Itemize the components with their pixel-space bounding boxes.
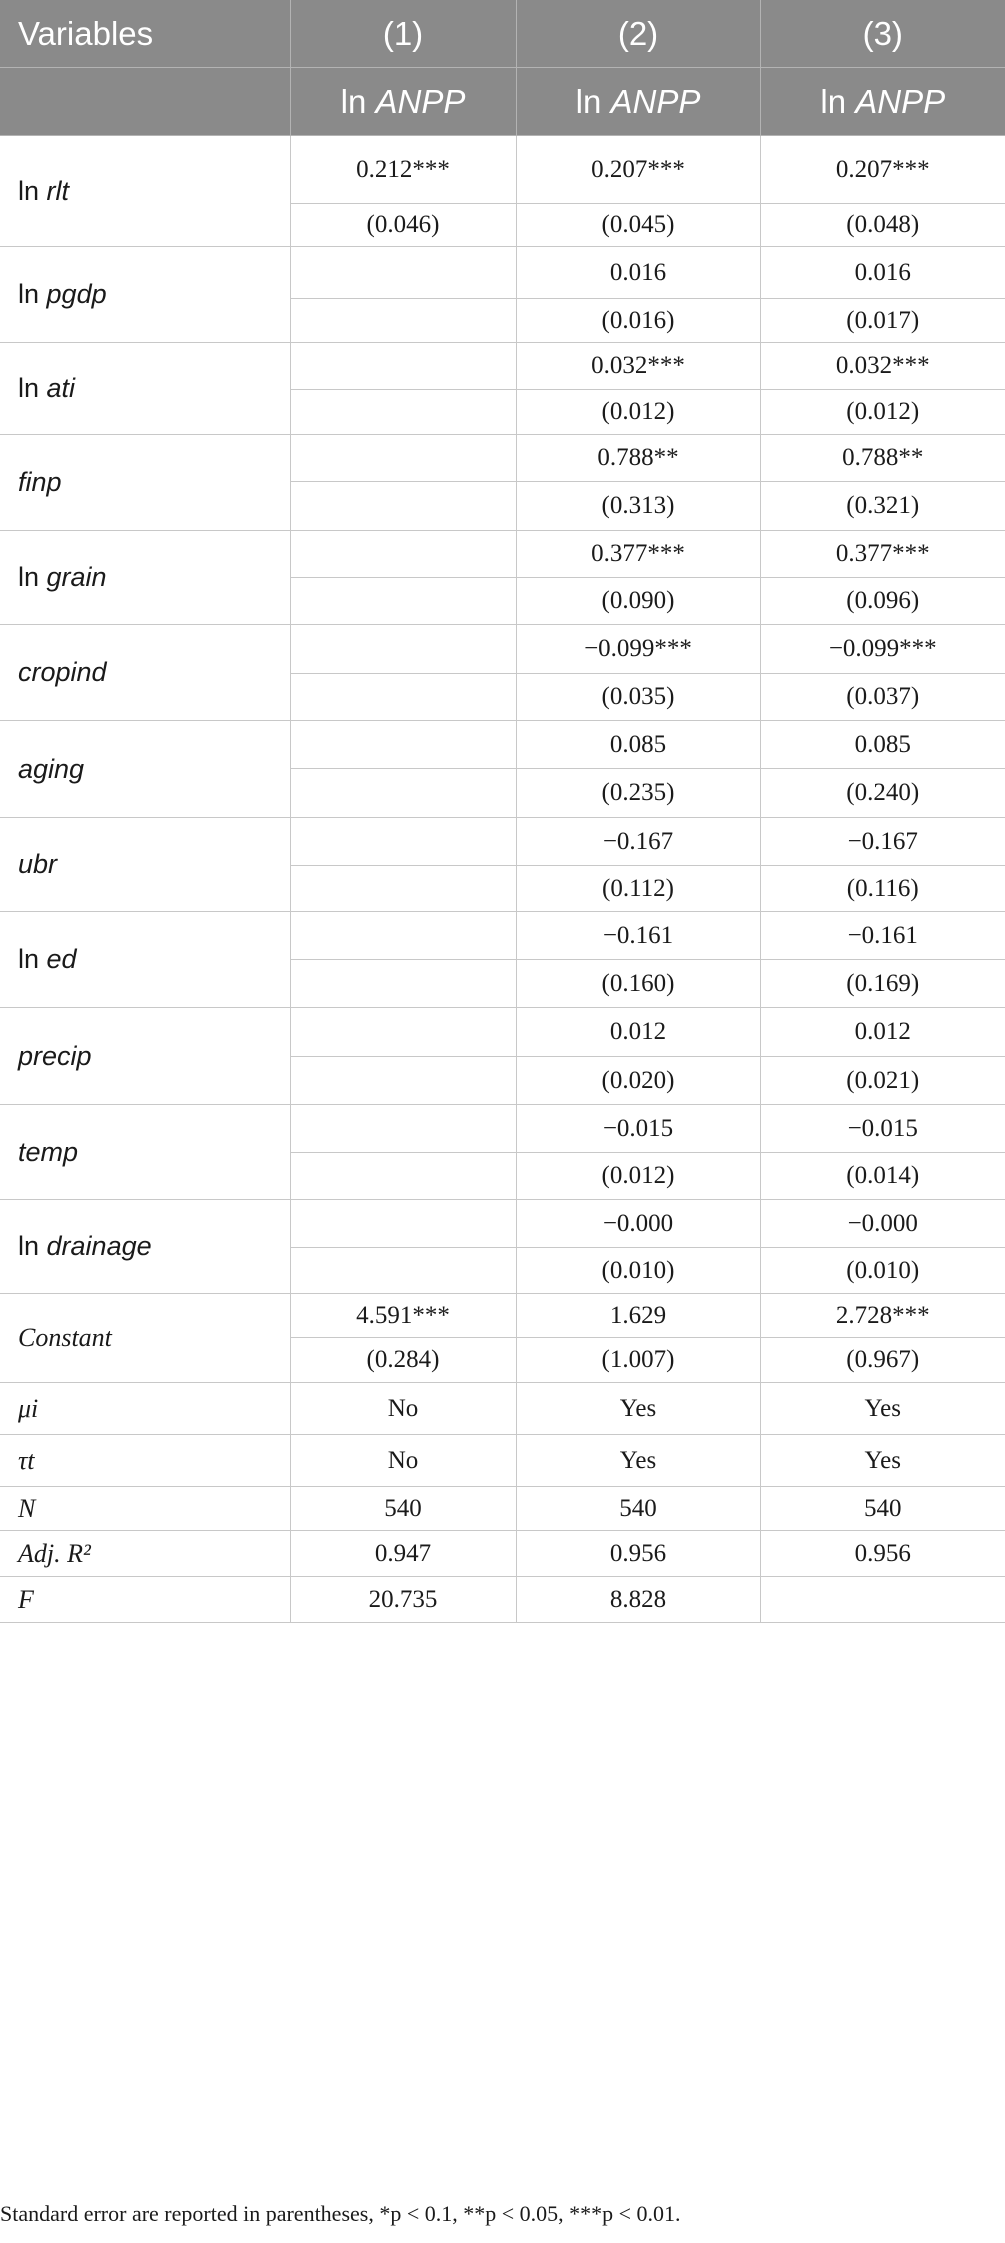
standard-error-cell: (0.012) bbox=[516, 1153, 760, 1200]
table-body bbox=[0, 136, 1005, 1623]
header-row-columns bbox=[0, 0, 1005, 68]
standard-error-cell: (0.016) bbox=[516, 299, 760, 343]
table-row bbox=[0, 343, 1005, 390]
stat-value: Yes bbox=[516, 1383, 760, 1435]
variable-name: drainage bbox=[46, 1231, 152, 1261]
header-depvar-2 bbox=[516, 68, 760, 136]
depvar-prefix: ln bbox=[820, 82, 856, 120]
standard-error-cell: (0.090) bbox=[516, 578, 760, 625]
standard-error-cell: (0.012) bbox=[760, 390, 1005, 435]
standard-error-cell: (0.035) bbox=[516, 674, 760, 721]
variable-name: ati bbox=[46, 373, 76, 403]
standard-error-cell: (0.046) bbox=[290, 204, 516, 247]
coefficient-cell bbox=[290, 1200, 516, 1248]
standard-error-cell: (0.240) bbox=[760, 769, 1005, 818]
coefficient-cell: −0.000 bbox=[760, 1200, 1005, 1248]
depvar-prefix: ln bbox=[575, 82, 611, 120]
standard-error-cell bbox=[290, 866, 516, 912]
coefficient-cell bbox=[290, 343, 516, 390]
stat-value: 8.828 bbox=[516, 1577, 760, 1623]
coefficient-cell bbox=[290, 1008, 516, 1057]
depvar-name: ANPP bbox=[855, 82, 946, 120]
standard-error-cell bbox=[290, 482, 516, 531]
header-variables: Variables bbox=[0, 0, 290, 68]
standard-error-cell: (0.021) bbox=[760, 1057, 1005, 1105]
standard-error-cell: (0.020) bbox=[516, 1057, 760, 1105]
stat-row bbox=[0, 1577, 1005, 1623]
table-row bbox=[0, 1294, 1005, 1338]
table-row bbox=[0, 912, 1005, 960]
coefficient-cell: 4.591*** bbox=[290, 1294, 516, 1338]
standard-error-cell bbox=[290, 674, 516, 721]
variable-name: ed bbox=[46, 944, 77, 974]
standard-error-cell bbox=[290, 1057, 516, 1105]
standard-error-cell: (0.010) bbox=[516, 1248, 760, 1294]
variable-name: grain bbox=[46, 562, 107, 592]
stat-label: μi bbox=[0, 1383, 290, 1435]
variable-name: pgdp bbox=[46, 279, 107, 309]
stat-label: N bbox=[0, 1487, 290, 1531]
standard-error-cell: (0.045) bbox=[516, 204, 760, 247]
coefficient-cell: 0.085 bbox=[760, 721, 1005, 769]
table-footnote: Standard error are reported in parentheses, *p < 0.1, **p < 0.05, ***p < 0.01. bbox=[0, 2201, 681, 2226]
depvar-prefix: ln bbox=[340, 82, 376, 120]
coefficient-cell bbox=[290, 531, 516, 578]
variable-label bbox=[0, 247, 290, 343]
variable-label bbox=[0, 818, 290, 912]
variable-name: aging bbox=[18, 753, 85, 784]
variable-label bbox=[0, 1105, 290, 1200]
variable-name: temp bbox=[18, 1136, 79, 1167]
stat-label: Adj. R² bbox=[0, 1531, 290, 1577]
variable-prefix: ln bbox=[18, 562, 47, 592]
coefficient-cell: −0.015 bbox=[516, 1105, 760, 1153]
variable-name: precip bbox=[18, 1040, 92, 1071]
standard-error-cell: (0.160) bbox=[516, 960, 760, 1008]
table-header bbox=[0, 0, 1005, 136]
variable-label bbox=[0, 1200, 290, 1294]
standard-error-cell: (0.235) bbox=[516, 769, 760, 818]
variable-label bbox=[0, 136, 290, 247]
stat-value: Yes bbox=[760, 1383, 1005, 1435]
standard-error-cell: (0.967) bbox=[760, 1338, 1005, 1383]
table-row bbox=[0, 625, 1005, 674]
standard-error-cell: (0.112) bbox=[516, 866, 760, 912]
coefficient-cell: 0.032*** bbox=[516, 343, 760, 390]
header-depvar-1 bbox=[290, 68, 516, 136]
variable-prefix: ln bbox=[18, 279, 47, 309]
header-depvar-3 bbox=[760, 68, 1005, 136]
variable-name: finp bbox=[18, 467, 62, 497]
coefficient-cell: 1.629 bbox=[516, 1294, 760, 1338]
stat-value: Yes bbox=[760, 1435, 1005, 1487]
coefficient-cell bbox=[290, 435, 516, 482]
standard-error-cell: (0.012) bbox=[516, 390, 760, 435]
coefficient-cell: 2.728*** bbox=[760, 1294, 1005, 1338]
standard-error-cell: (0.116) bbox=[760, 866, 1005, 912]
header-row-depvar bbox=[0, 68, 1005, 136]
variable-name: ubr bbox=[18, 849, 58, 879]
stat-value bbox=[760, 1577, 1005, 1623]
stat-row bbox=[0, 1531, 1005, 1577]
stat-value: No bbox=[290, 1435, 516, 1487]
header-col-3: (3) bbox=[760, 0, 1005, 68]
coefficient-cell: 0.016 bbox=[760, 247, 1005, 299]
coefficient-cell: 0.016 bbox=[516, 247, 760, 299]
stat-value: 540 bbox=[760, 1487, 1005, 1531]
standard-error-cell: (0.010) bbox=[760, 1248, 1005, 1294]
header-col-1: (1) bbox=[290, 0, 516, 68]
standard-error-cell: (0.048) bbox=[760, 204, 1005, 247]
variable-label bbox=[0, 1294, 290, 1383]
standard-error-cell bbox=[290, 769, 516, 818]
variable-label bbox=[0, 343, 290, 435]
standard-error-cell bbox=[290, 299, 516, 343]
variable-name: cropind bbox=[18, 657, 107, 687]
standard-error-cell: (0.037) bbox=[760, 674, 1005, 721]
header-blank bbox=[0, 68, 290, 136]
stat-value: 0.947 bbox=[290, 1531, 516, 1577]
stat-value: 0.956 bbox=[516, 1531, 760, 1577]
standard-error-cell bbox=[290, 578, 516, 625]
coefficient-cell bbox=[290, 247, 516, 299]
table-row bbox=[0, 435, 1005, 482]
stat-value: Yes bbox=[516, 1435, 760, 1487]
variable-label bbox=[0, 435, 290, 531]
stat-row bbox=[0, 1487, 1005, 1531]
coefficient-cell: −0.015 bbox=[760, 1105, 1005, 1153]
variable-name: Constant bbox=[18, 1323, 112, 1352]
coefficient-cell: 0.207*** bbox=[516, 136, 760, 204]
coefficient-cell: −0.167 bbox=[760, 818, 1005, 866]
coefficient-cell: −0.161 bbox=[516, 912, 760, 960]
coefficient-cell bbox=[290, 912, 516, 960]
table-row bbox=[0, 531, 1005, 578]
variable-label bbox=[0, 721, 290, 818]
stat-label: τt bbox=[0, 1435, 290, 1487]
coefficient-cell bbox=[290, 818, 516, 866]
standard-error-cell: (0.321) bbox=[760, 482, 1005, 531]
stat-value: 540 bbox=[516, 1487, 760, 1531]
coefficient-cell: −0.000 bbox=[516, 1200, 760, 1248]
variable-label bbox=[0, 1008, 290, 1105]
variable-label bbox=[0, 531, 290, 625]
table-row bbox=[0, 1008, 1005, 1057]
variable-prefix: ln bbox=[18, 944, 47, 974]
coefficient-cell: 0.012 bbox=[760, 1008, 1005, 1057]
table-row bbox=[0, 1200, 1005, 1248]
coefficient-cell: 0.207*** bbox=[760, 136, 1005, 204]
coefficient-cell bbox=[290, 721, 516, 769]
variable-prefix: ln bbox=[18, 1231, 47, 1261]
coefficient-cell: 0.032*** bbox=[760, 343, 1005, 390]
standard-error-cell: (0.017) bbox=[760, 299, 1005, 343]
standard-error-cell: (1.007) bbox=[516, 1338, 760, 1383]
coefficient-cell: 0.788** bbox=[516, 435, 760, 482]
coefficient-cell: 0.788** bbox=[760, 435, 1005, 482]
coefficient-cell: −0.167 bbox=[516, 818, 760, 866]
standard-error-cell bbox=[290, 1153, 516, 1200]
standard-error-cell bbox=[290, 1248, 516, 1294]
table-row bbox=[0, 721, 1005, 769]
coefficient-cell: 0.212*** bbox=[290, 136, 516, 204]
standard-error-cell: (0.313) bbox=[516, 482, 760, 531]
stat-label: F bbox=[0, 1577, 290, 1623]
stat-value: 540 bbox=[290, 1487, 516, 1531]
stat-value: No bbox=[290, 1383, 516, 1435]
stat-value: 20.735 bbox=[290, 1577, 516, 1623]
table-row bbox=[0, 247, 1005, 299]
standard-error-cell bbox=[290, 960, 516, 1008]
coefficient-cell: 0.085 bbox=[516, 721, 760, 769]
table-row bbox=[0, 1105, 1005, 1153]
header-col-2: (2) bbox=[516, 0, 760, 68]
coefficient-cell bbox=[290, 1105, 516, 1153]
stat-row bbox=[0, 1383, 1005, 1435]
standard-error-cell bbox=[290, 390, 516, 435]
standard-error-cell: (0.169) bbox=[760, 960, 1005, 1008]
stat-row bbox=[0, 1435, 1005, 1487]
variable-label bbox=[0, 625, 290, 721]
standard-error-cell: (0.284) bbox=[290, 1338, 516, 1383]
stat-value: 0.956 bbox=[760, 1531, 1005, 1577]
table-row bbox=[0, 136, 1005, 204]
standard-error-cell: (0.014) bbox=[760, 1153, 1005, 1200]
coefficient-cell: 0.012 bbox=[516, 1008, 760, 1057]
depvar-name: ANPP bbox=[375, 82, 466, 120]
coefficient-cell bbox=[290, 625, 516, 674]
standard-error-cell: (0.096) bbox=[760, 578, 1005, 625]
variable-label bbox=[0, 912, 290, 1008]
coefficient-cell: −0.099*** bbox=[516, 625, 760, 674]
coefficient-cell: 0.377*** bbox=[760, 531, 1005, 578]
coefficient-cell: 0.377*** bbox=[516, 531, 760, 578]
variable-prefix: ln bbox=[18, 175, 47, 206]
variable-name: rlt bbox=[46, 175, 70, 206]
coefficient-cell: −0.099*** bbox=[760, 625, 1005, 674]
variable-prefix: ln bbox=[18, 373, 47, 403]
coefficient-cell: −0.161 bbox=[760, 912, 1005, 960]
table-row bbox=[0, 818, 1005, 866]
depvar-name: ANPP bbox=[610, 82, 701, 120]
